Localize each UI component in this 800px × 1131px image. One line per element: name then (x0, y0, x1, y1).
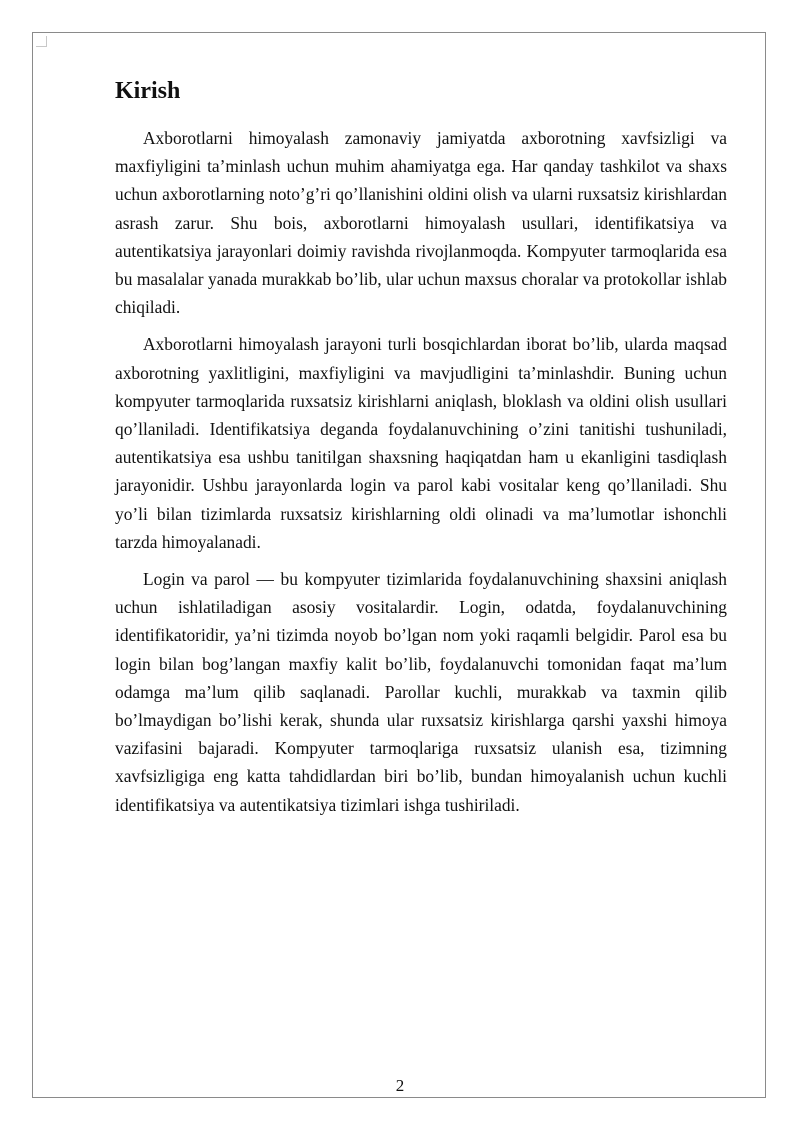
paragraph-1: Axborotlarni himoyalash zamonaviy jamiyatda axborotning xavfsizligi va maxfiyligini ta’minlash uchun muhim ahamiyatga ega. Har qanday tashkilot va shaxs uchun axborotlarning noto’g’ri qo’llanishini oldini olish va ularni ruxsatsiz kirishlardan asrash zarur. Shu bois, axborotlarni himoyalash usullari, identifikatsiya va autentikatsiya jarayonlari doimiy ravishda rivojlanmoqda. Kompyuter tarmoqlarida esa bu masalalar yanada murakkab bo’lib, ular uchun maxsus choralar va protokollar ishlab chiqiladi. (115, 128, 727, 318)
paragraph-2: Axborotlarni himoyalash jarayoni turli bosqichlardan iborat bo’lib, ularda maqsad axborotning yaxlitligini, maxfiyligini va mavjudligini ta’minlashdir. Buning uchun kompyuter tarmoqlarida ruxsatsiz kirishlarni aniqlash, bloklash va oldini olish usullari qo’llaniladi. Identifikatsiya deganda foydalanuvchining o’zini tanitishi tushuniladi, autentikatsiya esa ushbu tanitilgan shaxsning haqiqatdan ham u ekanligini tasdiqlash jarayonidir. Ushbu jarayonlarda login va parol kabi vositalar keng qo’llaniladi. Shu yo’li bilan tizimlarda ruxsatsiz kirishlarning oldi olinadi va ma’lumotlar ishonchli tarzda himoyalanadi. (115, 334, 727, 552)
section-heading: Kirish (115, 78, 181, 104)
document-body (115, 76, 727, 828)
page-number: 2 (395, 1076, 405, 1095)
paragraph-3: Login va parol — bu kompyuter tizimlarida foydalanuvchining shaxsini aniqlash uchun ishlatiladigan asosiy vositalardir. Login, odatda, foydalanuvchining identifikatoridir, ya’ni tizimda noyob bo’lgan nom yoki raqamli belgidir. Parol esa bu login bilan bog’langan maxfiy kalit bo’lib, foydalanuvchi tomonidan faqat ma’lum odamga ma’lum qilib saqlanadi. Parollar kuchli, murakkab va taxmin qilib bo’lmaydigan bo’lishi kerak, shunda ular ruxsatsiz kirishlarga qarshi yaxshi himoya vazifasini bajaradi. Kompyuter tarmoqlariga ruxsatsiz ulanish esa, tizimning xavfsizligiga eng katta tahdidlardan biri bo’lib, bundan himoyalanish uchun kuchli identifikatsiya va autentikatsiya tizimlari ishga tushiriladi. (115, 569, 727, 815)
text-boundary-corner-mark (36, 36, 47, 47)
